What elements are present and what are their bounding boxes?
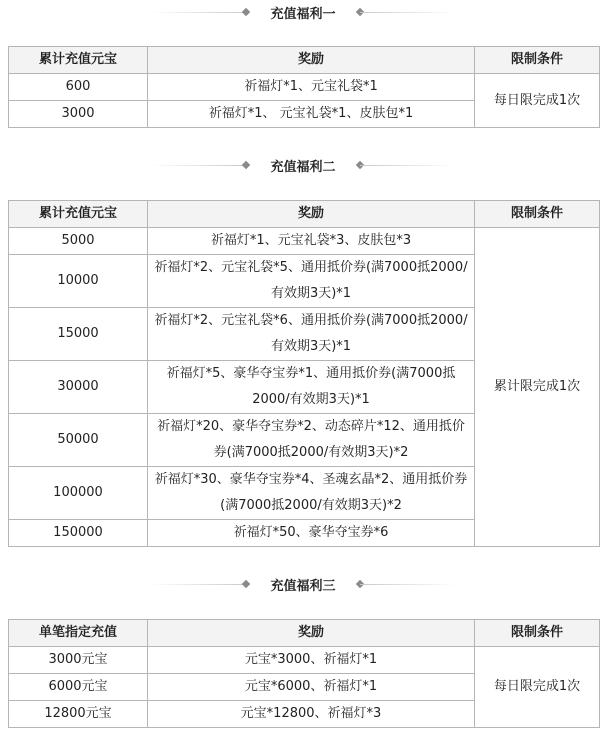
reward-cell: 祈福灯*5、豪华夺宝券*1、通用抵价券(满7000抵2000/有效期3天)*1 (148, 361, 475, 414)
condition-cell: 每日限完成1次 (475, 647, 600, 728)
amount-cell: 15000 (9, 308, 148, 361)
amount-cell: 50000 (9, 414, 148, 467)
header-amount: 单笔指定充值 (9, 620, 148, 647)
amount-cell: 30000 (9, 361, 148, 414)
reward-table-2 (8, 200, 600, 547)
section-title-3 (0, 573, 606, 597)
header-condition: 限制条件 (475, 47, 600, 74)
condition-cell: 每日限完成1次 (475, 74, 600, 128)
condition-cell: 累计限完成1次 (475, 228, 600, 547)
amount-cell: 3000 (9, 101, 148, 128)
section-title-2 (0, 154, 606, 178)
reward-cell: 祈福灯*2、元宝礼袋*5、通用抵价券(满7000抵2000/有效期3天)*1 (148, 255, 475, 308)
table-header-row (9, 620, 600, 647)
amount-cell: 10000 (9, 255, 148, 308)
header-reward: 奖励 (148, 620, 475, 647)
section-heading: 充值福利三 (270, 579, 336, 594)
title-divider-right (360, 584, 456, 585)
title-divider-left (150, 12, 246, 13)
table-header-row (9, 201, 600, 228)
title-divider-left (150, 165, 246, 166)
reward-cell: 祈福灯*20、豪华夺宝券*2、动态碎片*12、通用抵价券(满7000抵2000/有效期3天)*2 (148, 414, 475, 467)
reward-table-1 (8, 46, 600, 128)
header-amount: 累计充值元宝 (9, 201, 148, 228)
reward-cell: 元宝*6000、祈福灯*1 (148, 674, 475, 701)
amount-cell: 150000 (9, 520, 148, 547)
amount-cell: 6000元宝 (9, 674, 148, 701)
title-divider-right (360, 165, 456, 166)
reward-cell: 祈福灯*30、豪华夺宝券*4、圣魂玄晶*2、通用抵价券(满7000抵2000/有效期3天)*2 (148, 467, 475, 520)
title-divider-left (150, 584, 246, 585)
amount-cell: 5000 (9, 228, 148, 255)
reward-cell: 祈福灯*2、元宝礼袋*6、通用抵价券(满7000抵2000/有效期3天)*1 (148, 308, 475, 361)
reward-cell: 祈福灯*1、元宝礼袋*3、皮肤包*3 (148, 228, 475, 255)
header-amount: 累计充值元宝 (9, 47, 148, 74)
reward-cell: 祈福灯*1、元宝礼袋*1 (148, 74, 475, 101)
table-row (9, 228, 600, 255)
diamond-icon (242, 580, 250, 588)
reward-cell: 祈福灯*1、 元宝礼袋*1、皮肤包*1 (148, 101, 475, 128)
title-divider-right (360, 12, 456, 13)
amount-cell: 600 (9, 74, 148, 101)
diamond-icon (242, 8, 250, 16)
amount-cell: 3000元宝 (9, 647, 148, 674)
header-reward: 奖励 (148, 201, 475, 228)
amount-cell: 100000 (9, 467, 148, 520)
reward-cell: 元宝*3000、祈福灯*1 (148, 647, 475, 674)
header-reward: 奖励 (148, 47, 475, 74)
reward-table-3 (8, 619, 600, 728)
section-heading: 充值福利二 (270, 160, 336, 175)
diamond-icon (242, 161, 250, 169)
amount-cell: 12800元宝 (9, 701, 148, 728)
section-title-1 (0, 1, 606, 25)
reward-cell: 元宝*12800、祈福灯*3 (148, 701, 475, 728)
header-condition: 限制条件 (475, 201, 600, 228)
reward-cell: 祈福灯*50、豪华夺宝券*6 (148, 520, 475, 547)
table-header-row (9, 47, 600, 74)
table-row (9, 647, 600, 674)
header-condition: 限制条件 (475, 620, 600, 647)
table-row (9, 74, 600, 101)
section-heading: 充值福利一 (270, 7, 336, 22)
